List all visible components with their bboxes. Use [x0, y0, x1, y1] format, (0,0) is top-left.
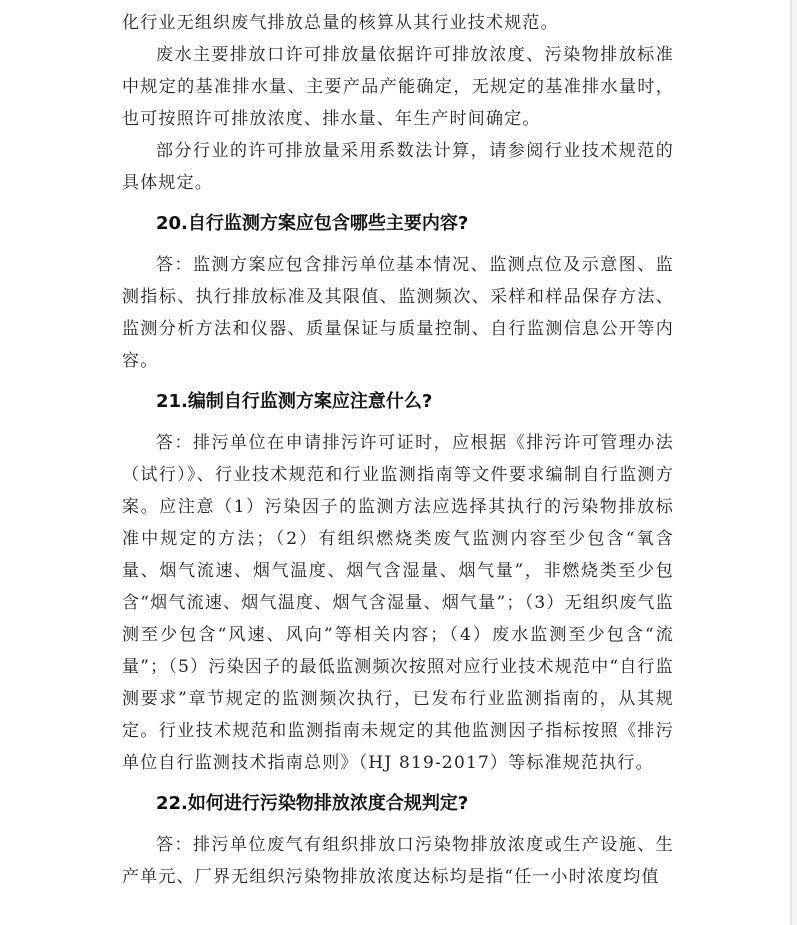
- question-21-answer: 答：排污单位在申请排污许可证时，应根据《排污许可管理办法（试行）》、行业技术规范和行业监测指南等文件要求编制自行监测方案。应注意（1）污染因子的监测方法应选择其执行的污染物排放标准中规定的方法；（2）有组织燃烧类废气监测内容至少包含“氧含量、烟气流速、烟气温度、烟气含湿量、烟气量”，非燃烧类至少包含“烟气流速、烟气温度、烟气含湿量、烟气量”；（3）无组织废气监测至少包含“风速、风向”等相关内容；（4）废水监测至少包含“流量”；（5）污染因子的最低监测频次按照对应行业技术规范中“自行监测要求”章节规定的监测频次执行，已发布行业监测指南的，从其规定。行业技术规范和监测指南未规定的其他监测因子指标按照《排污单位自行监测技术指南总则》（HJ 819-2017）等标准规范执行。: [122, 433, 674, 773]
- paragraph-wastewater-permit: 废水主要排放口许可排放量依据许可排放浓度、污染物排放标准中规定的基准排水量、主要产品产能确定，无规定的基准排水量时，也可按照许可排放浓度、排水量、年生产时间确定。: [122, 45, 674, 129]
- question-22-heading: 22.如何进行污染物排放浓度合规判定?: [156, 793, 469, 814]
- question-22-answer: 答：排污单位废气有组织排放口污染物排放浓度或生产设施、生产单元、厂界无组织污染物排放浓度达标均是指“任一小时浓度均值: [122, 835, 674, 887]
- paragraph-continuation: 化行业无组织废气排放总量的核算从其行业技术规范。: [122, 13, 559, 33]
- document-page: [122, 7, 674, 893]
- question-20-heading: 20.自行监测方案应包含哪些主要内容?: [156, 213, 469, 234]
- page-edge-rule: [787, 0, 797, 925]
- question-20-answer: 答：监测方案应包含排污单位基本情况、监测点位及示意图、监测指标、执行排放标准及其限值、监测频次、采样和样品保存方法、监测分析方法和仪器、质量保证与质量控制、自行监测信息公开等内容。: [122, 255, 674, 371]
- paragraph-coefficient-method: 部分行业的许可排放量采用系数法计算，请参阅行业技术规范的具体规定。: [122, 141, 674, 193]
- question-21-heading: 21.编制自行监测方案应注意什么?: [156, 391, 433, 412]
